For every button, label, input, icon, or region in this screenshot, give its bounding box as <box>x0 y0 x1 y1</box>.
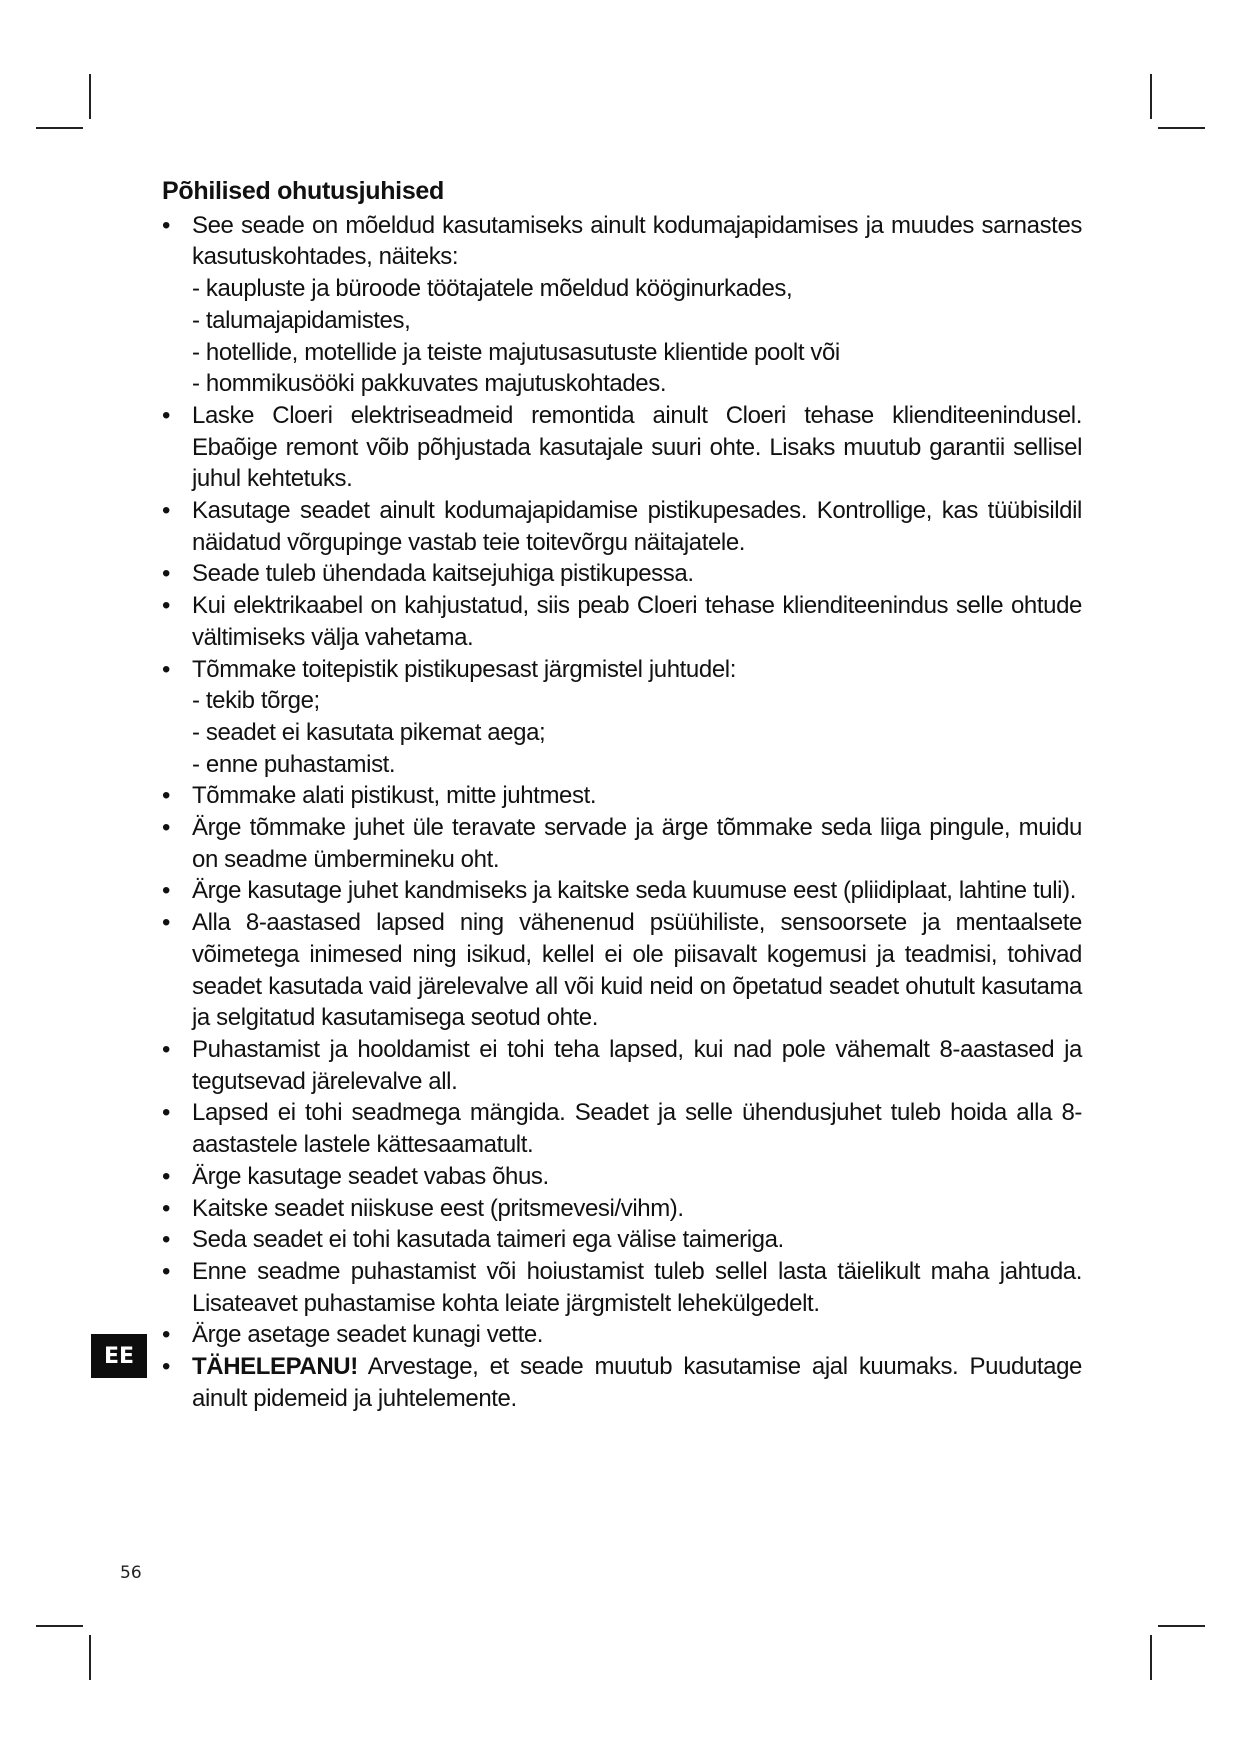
crop-mark-top-left-horizontal <box>36 127 83 129</box>
instruction-subitem: - hotellide, motellide ja teiste majutusasutuste klientide poolt või <box>192 337 1082 369</box>
instruction-item <box>162 1224 1082 1256</box>
instruction-item <box>162 558 1082 590</box>
language-tab: EE <box>91 1334 147 1378</box>
instruction-item <box>162 1256 1082 1319</box>
instruction-subitem: - seadet ei kasutata pikemat aega; <box>192 717 1082 749</box>
instruction-subitem: - hommikusööki pakkuvates majutuskohtades. <box>192 368 1082 400</box>
instruction-item <box>162 590 1082 653</box>
instruction-item <box>162 1193 1082 1225</box>
instruction-text: Ärge kasutage juhet kandmiseks ja kaitske seda kuumuse eest (pliidiplaat, lahtine tuli). <box>192 877 1076 905</box>
instruction-sublist <box>192 685 1082 780</box>
crop-mark-top-right-horizontal <box>1158 127 1205 129</box>
instruction-item <box>162 495 1082 558</box>
instruction-item <box>162 1319 1082 1351</box>
instruction-text: Kasutage seadet ainult kodumajapidamise pistikupesades. Kontrollige, kas tüübisildil näidatud võrgupinge vastab teie toitevõrgu näitajatele. <box>192 497 1082 556</box>
instruction-item <box>162 907 1082 1034</box>
instruction-subitem: - tekib tõrge; <box>192 685 1082 717</box>
crop-mark-bottom-right-horizontal <box>1158 1625 1205 1627</box>
instruction-subitem: - talumajapidamistes, <box>192 305 1082 337</box>
instruction-item <box>162 210 1082 400</box>
instruction-text: Seda seadet ei tohi kasutada taimeri ega välise taimeriga. <box>192 1226 784 1254</box>
warning-label: TÄHELEPANU! <box>192 1353 358 1381</box>
instruction-subitem: - kaupluste ja büroode töötajatele mõeldud kööginurkades, <box>192 273 1082 305</box>
instruction-text: Tõmmake toitepistik pistikupesast järgmistel juhtudel: <box>192 655 736 683</box>
instruction-sublist <box>192 273 1082 400</box>
instruction-item <box>162 1161 1082 1193</box>
crop-mark-top-right-vertical <box>1150 74 1152 119</box>
instruction-text: See seade on mõeldud kasutamiseks ainult kodumajapidamises ja muudes sarnastes kasutuskohtades, näiteks: <box>192 211 1082 271</box>
instruction-text: Alla 8-aastased lapsed ning vähenenud psüühiliste, sensoorsete ja mentaalsete võimetega inimesed ning isikud, kellel ei ole piisavalt kogemusi ja teadmisi, tohivad seadet kasutada vaid järelevalve all või kuid neid on õpetatud seadet ohutult kasutama ja selgitatud kasutamisega seotud ohte. <box>192 909 1082 1032</box>
instruction-text: Puhastamist ja hooldamist ei tohi teha lapsed, kui nad pole vähemalt 8-aastased ja tegutsevad järelevalve all. <box>192 1035 1082 1095</box>
instruction-text: Ärge kasutage seadet vabas õhus. <box>192 1162 549 1190</box>
instruction-text: Kui elektrikaabel on kahjustatud, siis peab Cloeri tehase klienditeenindus selle ohtude vältimiseks välja vahetama. <box>192 592 1082 651</box>
instruction-item <box>162 875 1082 907</box>
crop-mark-bottom-left-horizontal <box>36 1625 83 1627</box>
instruction-text: Tõmmake alati pistikust, mitte juhtmest. <box>192 782 597 810</box>
crop-mark-bottom-right-vertical <box>1150 1635 1152 1680</box>
instruction-text: Kaitske seadet niiskuse eest (pritsmevesi/vihm). <box>192 1194 684 1222</box>
instruction-list <box>162 210 1082 1415</box>
instruction-item <box>162 812 1082 875</box>
instruction-item <box>162 654 1082 781</box>
instruction-item-warning <box>162 1351 1082 1414</box>
section-heading: Põhilised ohutusjuhised <box>162 177 445 205</box>
instruction-text: Arvestage, et seade muutub kasutamise ajal kuumaks. Puudutage ainult pidemeid ja juhtelemente. <box>192 1353 1083 1412</box>
crop-mark-top-left-vertical <box>89 74 91 119</box>
safety-instructions-section <box>162 176 1082 1414</box>
crop-mark-bottom-left-vertical <box>89 1635 91 1680</box>
instruction-subitem: - enne puhastamist. <box>192 749 1082 781</box>
page-number: 56 <box>120 1563 142 1583</box>
instruction-item <box>162 1097 1082 1160</box>
instruction-item <box>162 1034 1082 1097</box>
instruction-text: Ärge tõmmake juhet üle teravate servade ja ärge tõmmake seda liiga pingule, muidu on seadme ümbermineku oht. <box>192 814 1082 873</box>
instruction-text: Ärge asetage seadet kunagi vette. <box>192 1321 544 1349</box>
instruction-item <box>162 400 1082 495</box>
instruction-text: Seade tuleb ühendada kaitsejuhiga pistikupessa. <box>192 560 694 588</box>
instruction-text: Lapsed ei tohi seadmega mängida. Seadet ja selle ühendusjuhet tuleb hoida alla 8-aastastele lastele kättesaamatult. <box>192 1099 1082 1159</box>
instruction-item <box>162 780 1082 812</box>
instruction-text: Laske Cloeri elektriseadmeid remontida ainult Cloeri tehase klienditeenindusel. Ebaõige remont võib põhjustada kasutajale suuri ohte. Lisaks muutub garantii sellisel juhul kehtetuks. <box>192 401 1082 493</box>
instruction-text: Enne seadme puhastamist või hoiustamist tuleb sellel lasta täielikult maha jahtuda. Lisateavet puhastamise kohta leiate järgmistelt lehekülgedelt. <box>192 1257 1082 1317</box>
